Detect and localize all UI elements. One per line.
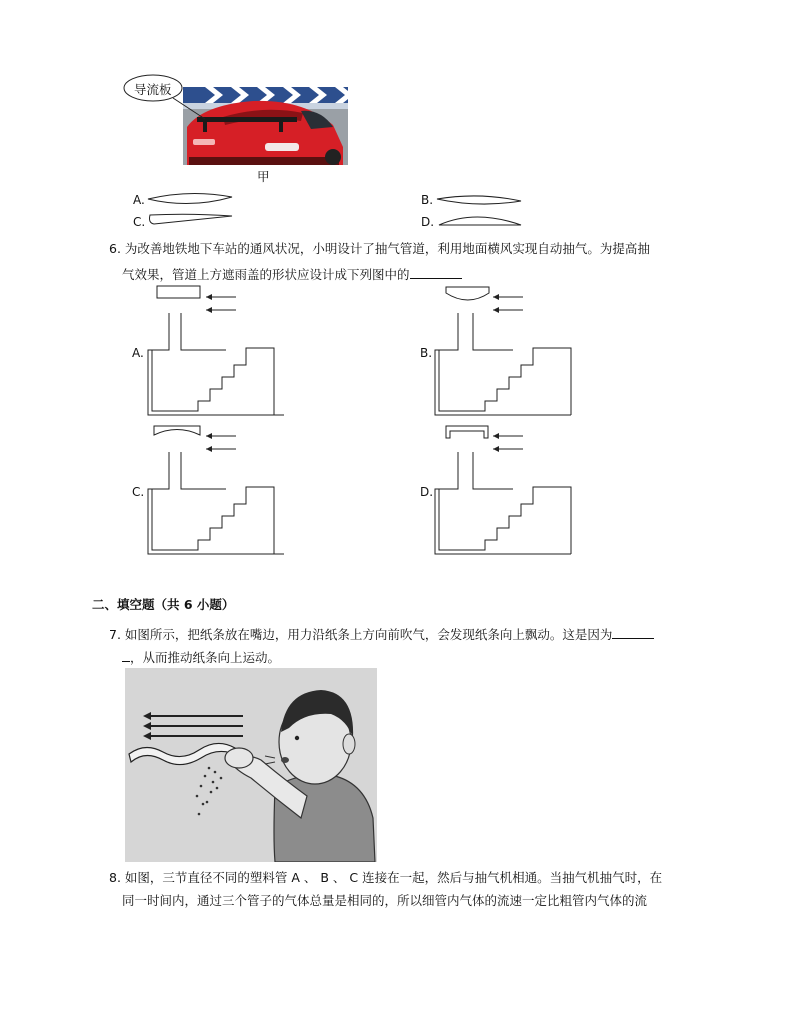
vent-diagram-c — [146, 422, 281, 557]
boy-blowing-paper-illustration — [125, 668, 377, 862]
q6-option-a-label[interactable]: A. — [132, 346, 144, 360]
q6-option-d-label[interactable]: D. — [420, 485, 434, 499]
airfoil-b-shape — [435, 190, 525, 208]
q6-option-b-label[interactable]: B. — [420, 346, 433, 360]
vent-diagram-d — [433, 422, 568, 557]
q5-option-b-label[interactable]: B. — [421, 193, 434, 207]
callout-label: 导流板 — [134, 82, 172, 97]
car-spoiler-photo — [183, 87, 348, 165]
q6-answer-blank[interactable] — [410, 264, 462, 279]
airfoil-d-shape — [435, 211, 525, 229]
vent-diagram-a — [146, 283, 281, 418]
q7-answer-blank[interactable] — [612, 624, 654, 639]
q7-question-text: 7. 如图所示，把纸条放在嘴边，用力沿纸条上方向前吹气，会发现纸条向上飘动。这是因为 — [109, 627, 613, 642]
q7-question-line2 — [122, 647, 280, 667]
q7-question-suffix: ，从而推动纸条向上运动。 — [130, 650, 281, 665]
airfoil-a-shape — [146, 190, 236, 208]
q7-question-line1 — [109, 624, 654, 644]
q8-question-line2: 同一时间内，通过三个管子的气体总量是相同的，所以细管内气体的流速一定比粗管内气体的流 — [122, 893, 648, 908]
airfoil-c-shape — [146, 211, 236, 229]
q5-option-a-label[interactable]: A. — [133, 193, 145, 207]
q5-option-c-label[interactable]: C. — [133, 215, 146, 229]
q6-question-text: 气效果，管道上方遮雨盖的形状应设计成下列图中的 — [122, 267, 410, 282]
q7-answer-blank-continued[interactable] — [122, 647, 130, 662]
q6-option-c-label[interactable]: C. — [132, 485, 145, 499]
figure-caption-jia: 甲 — [257, 169, 270, 184]
q5-option-d-label[interactable]: D. — [421, 215, 435, 229]
q6-question-line1: 6. 为改善地铁地下车站的通风状况，小明设计了抽气管道，利用地面横风实现自动抽气。为提高抽 — [109, 241, 650, 256]
section-title: 二、填空题（共 6 小题） — [92, 597, 235, 612]
vent-diagram-b — [433, 283, 568, 418]
q8-question-line1: 8. 如图，三节直径不同的塑料管 A 、 B 、 C 连接在一起，然后与抽气机相通。当抽气机抽气时，在 — [109, 870, 663, 885]
q6-question-line2 — [122, 264, 462, 284]
